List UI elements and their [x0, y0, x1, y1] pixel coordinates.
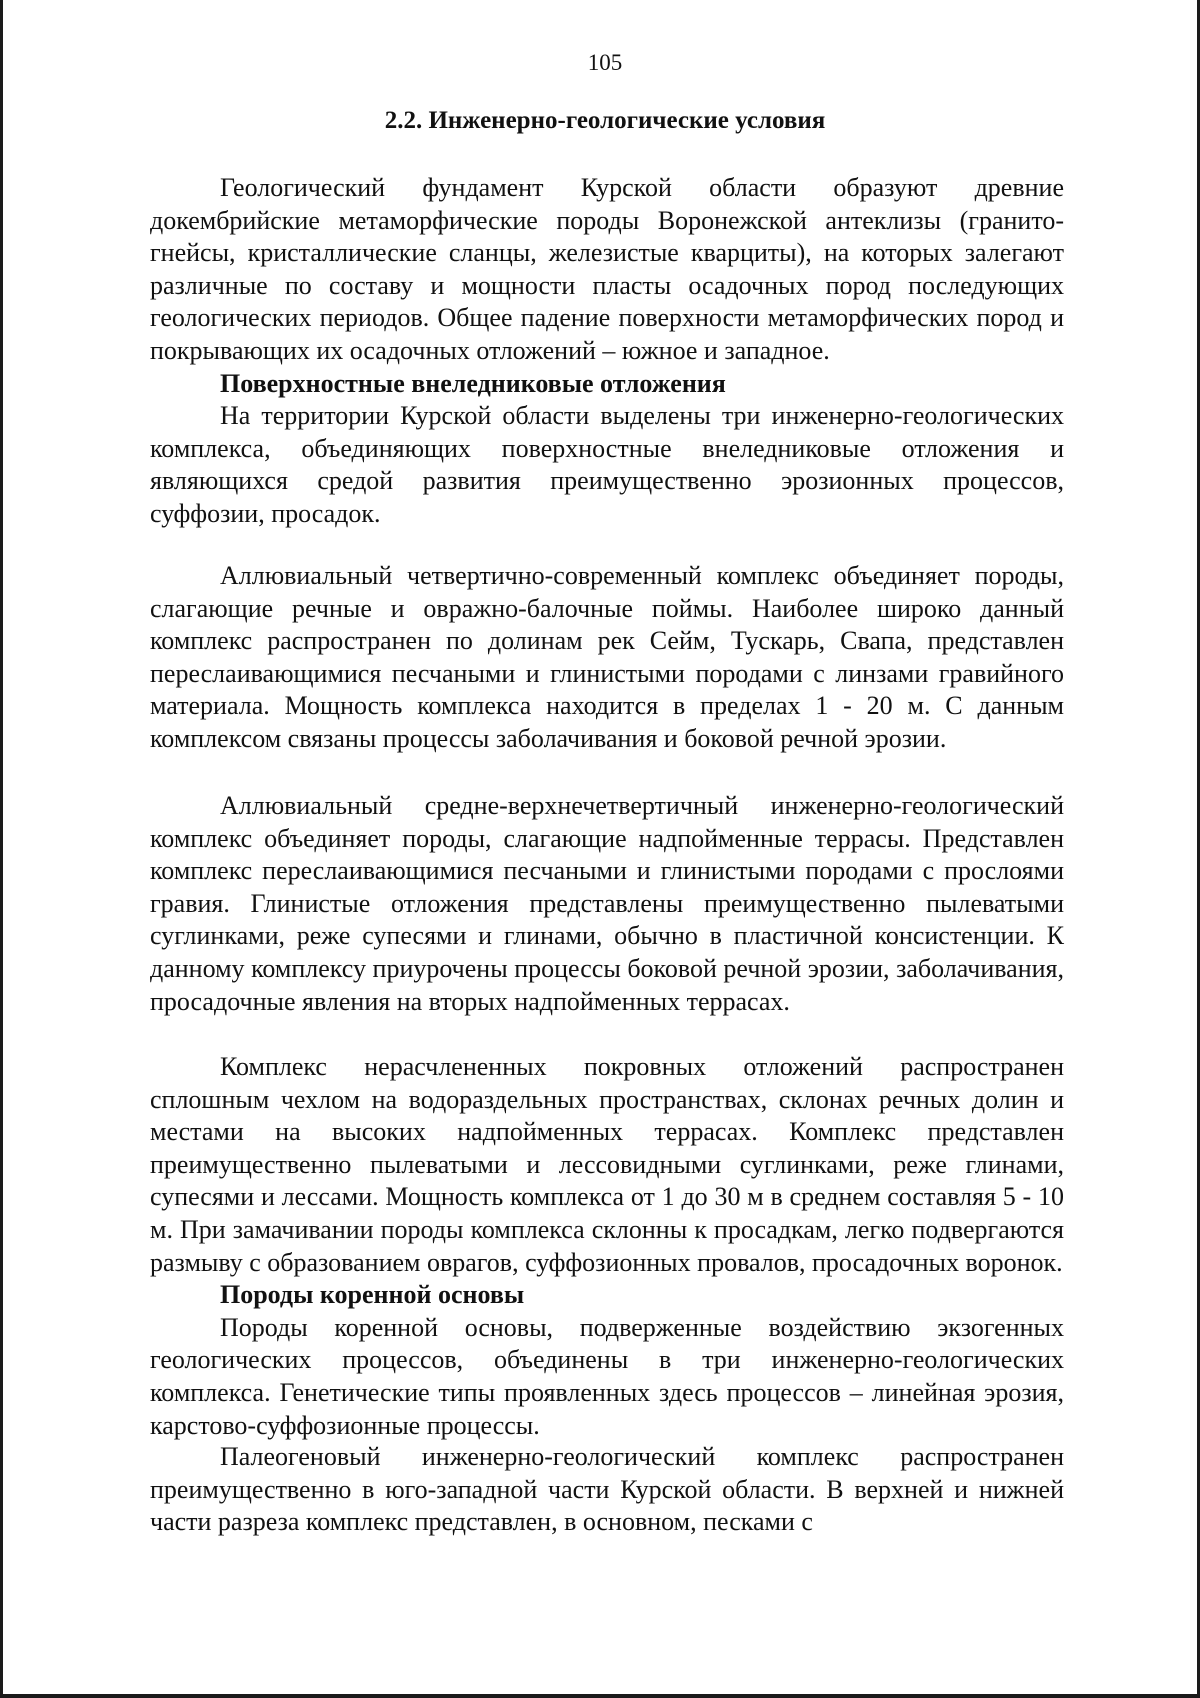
- page-number: 105: [587, 50, 623, 75]
- body-text-alluvial-middle: [150, 790, 1064, 1018]
- paragraph-cover-deposits: Комплекс нерасчлененных покровных отложений распространен сплошным чехлом на водораздельных пространствах, склонах речных долин и местами на высоких надпойменных террасах. Комплекс представлен преимущественно пылеватыми и лессовидными суглинками, реже глинами, супесями и лессами. Мощность комплекса от 1 до 30 м в среднем составляя 5 - 10 м. При замачивании породы комплекса склонны к просадкам, легко подвергаются размыву с образованием оврагов, суффозионных провалов, просадочных воронок.: [150, 1052, 1064, 1277]
- paragraph-three-complexes: На территории Курской области выделены три инженерно-геологических комплекса, объединяющих поверхностные внеледниковые отложения и являющихся средой развития преимущественно эрозионных процессов, суффозии, просадок.: [150, 401, 1064, 528]
- subheading-bedrock: Породы коренной основы: [220, 1280, 525, 1310]
- scan-border-bottom: [0, 1694, 1200, 1698]
- paragraph-geological-foundation: Геологический фундамент Курской области образуют древние докембрийские метаморфические породы Воронежской антеклизы (гранито-гнейсы, кристаллические сланцы, железистые кварциты), на которых залегают различные по составу и мощности пласты осадочных пород последующих геологических периодов. Общее падение поверхности метаморфических пород и покрывающих их осадочных отложений – южное и западное.: [150, 173, 1064, 365]
- paragraph-alluvial-modern: Аллювиальный четвертично-современный комплекс объединяет породы, слагающие речные и овражно-балочные поймы. Наиболее широко данный комплекс распространен по долинам рек Сейм, Тускарь, Свапа, представлен переслаивающимися песчаными и глинистыми породами с линзами гравийного материала. Мощность комплекса находится в пределах 1 - 20 м. С данным комплексом связаны процессы заболачивания и боковой речной эрозии.: [150, 561, 1064, 753]
- paragraph-alluvial-middle-upper: Аллювиальный средне-верхнечетвертичный инженерно-геологический комплекс объединяет породы, слагающие надпойменные террасы. Представлен комплекс переслаивающимися песчаными и глинистыми породами с прослоями гравия. Глинистые отложения представлены преимущественно пылеватыми суглинками, реже супесями и глинами, обычно в пластичной консистенции. К данному комплексу приурочены процессы боковой речной эрозии, заболачивания, просадочные явления на вторых надпойменных террасах.: [150, 791, 1064, 1016]
- body-text-upper: [150, 172, 1064, 531]
- section-title: 2.2. Инженерно-геологические условия: [384, 107, 826, 134]
- subheading-surface-deposits: Поверхностные внеледниковые отложения: [220, 368, 726, 398]
- body-text-alluvial-modern: [150, 560, 1064, 756]
- scan-border-left: [0, 0, 3, 1698]
- paragraph-paleogene: Палеогеновый инженерно-геологический комплекс распространен преимущественно в юго-западной части Курской области. В верхней и нижней части разреза комплекс представлен, в основном, песками с: [150, 1442, 1064, 1537]
- body-text-bedrock: [150, 1051, 1064, 1442]
- body-text-paleogene: [150, 1441, 1064, 1539]
- paragraph-bedrock-rocks: Породы коренной основы, подверженные воздействию экзогенных геологических процессов, объединены в три инженерно-геологических комплекса. Генетические типы проявленных здесь процессов – линейная эрозия, карстово-суффозионные процессы.: [150, 1312, 1064, 1440]
